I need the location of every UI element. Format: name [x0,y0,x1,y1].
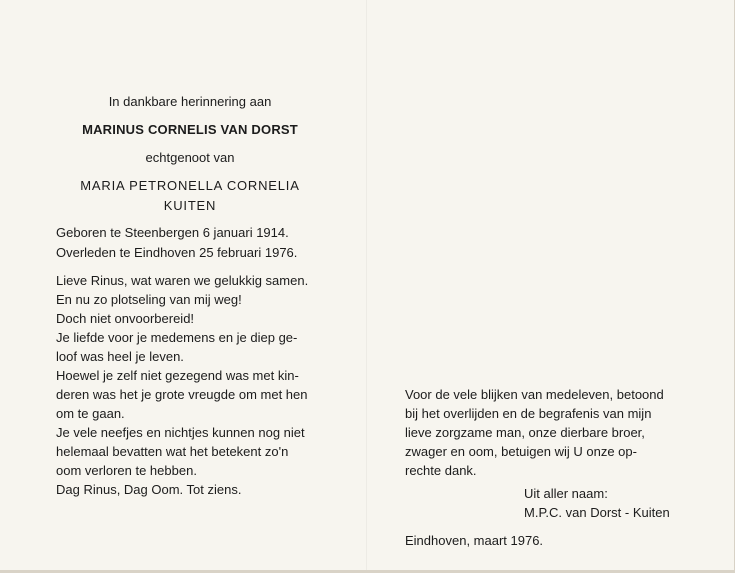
thanks-line: lieve zorgzame man, onze dierbare broer, [405,425,645,440]
thanks-line: rechte dank. [405,463,477,478]
poem-line: helemaal bevatten wat het betekent zo'n [56,444,289,459]
relation: echtgenoot van [145,150,235,165]
on-behalf-label: Uit aller naam: [524,486,608,501]
deceased-name: MARINUS CORNELIS VAN DORST [82,122,298,137]
spouse-name-line2: KUITEN [163,198,217,213]
poem-line: deren was het je grote vreugde om met hen [56,387,308,402]
place-date: Eindhoven, maart 1976. [405,533,544,548]
poem-line: Je liefde voor je medemens en je diep ge- [56,330,298,345]
thanks-line: zwager en oom, betuigen wij U onze op- [405,444,637,459]
poem-line: om te gaan. [56,406,125,421]
thanks-line: bij het overlijden en de begrafenis van mijn [405,406,652,421]
spouse-name-line1: MARIA PETRONELLA CORNELIA [80,178,300,193]
poem-line: loof was heel je leven. [56,349,184,364]
heading: In dankbare herinnering aan [108,94,272,109]
poem-line: Doch niet onvoorbereid! [56,311,195,326]
poem-line: Lieve Rinus, wat waren we gelukkig samen. [56,273,309,288]
signature: M.P.C. van Dorst - Kuiten [524,505,670,520]
poem-line: Hoewel je zelf niet gezegend was met kin- [56,368,299,383]
card-fold [366,0,367,573]
poem-line: En nu zo plotseling van mij weg! [56,292,242,307]
poem-line: Dag Rinus, Dag Oom. Tot ziens. [56,482,242,497]
poem-line: Je vele neefjes en nichtjes kunnen nog niet [56,425,305,440]
death-date: Overleden te Eindhoven 25 februari 1976. [56,245,298,260]
poem-line: oom verloren te hebben. [56,463,197,478]
birth-date: Geboren te Steenbergen 6 januari 1914. [56,225,289,240]
thanks-line: Voor de vele blijken van medeleven, betoond [405,387,664,402]
